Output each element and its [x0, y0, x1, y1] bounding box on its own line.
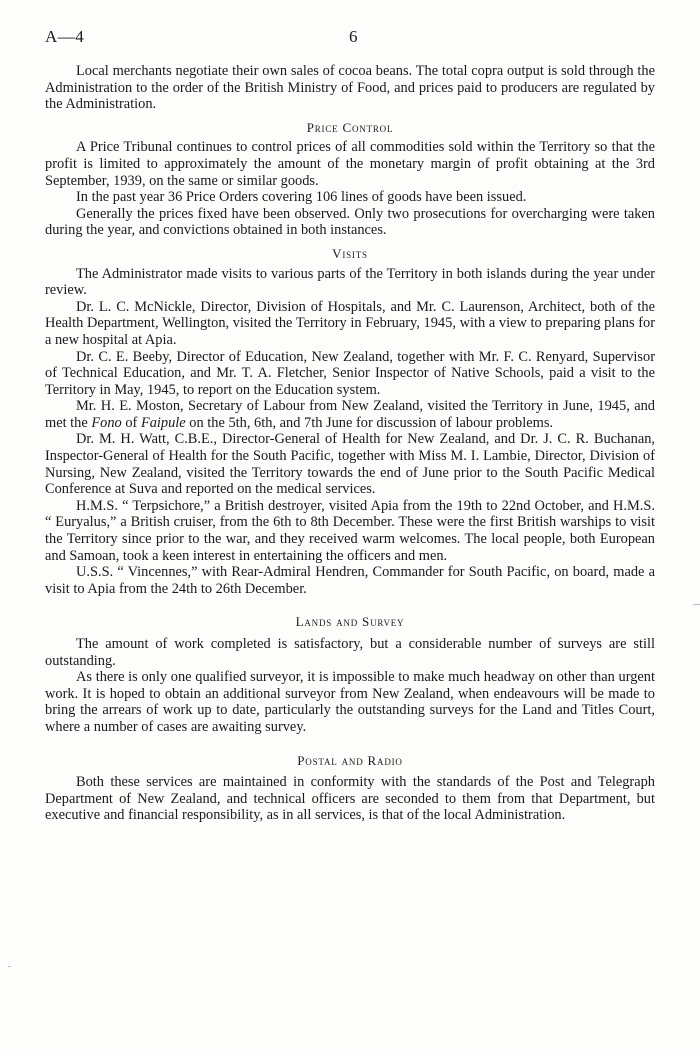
paragraph-price-orders: In the past year 36 Price Orders covering 106 lines of goods have been issued.: [76, 189, 527, 206]
paragraph-surveyor: As there is only one qualified surveyor, it is impossible to make much headway on other than urgent work. It is hoped to obtain an additional surveyor from New Zealand, when endeavours will be made to bring the arrears of work up to date, particularly the outstanding surveys for the Land and Titles Court, where a number of cases are awaiting survey.: [45, 669, 655, 735]
document-body: [45, 63, 655, 824]
paragraph-warships: H.M.S. “ Terpsichore,” a British destroyer, visited Apia from the 19th to 22nd October, and H.M.S. “ Euryalus,” a British cruiser, from the 6th to 8th December. These were the first British warships to visit the Territory since prior to the war, and they received warm welcomes. The local people, both European and Samoan, took a keen interest in entertaining the officers and men.: [45, 497, 655, 564]
labour-visit-text-a: Mr. H. E. Moston, Secretary of Labour from New Zealand, visited the Territory in June, 1945, and met the: [45, 398, 655, 431]
paragraph-price-tribunal: A Price Tribunal continues to control prices of all commodities sold within the Territory so that the profit is limited to approximately the amount of the monetary margin of profit obtaining at the 3rd September, 1939, on the same or similar goods.: [45, 139, 655, 189]
document-reference: A—4: [45, 27, 85, 46]
paragraph-vincennes: U.S.S. “ Vincennes,” with Rear-Admiral Hendren, Commander for South Pacific, on board, made a visit to Apia from the 24th to 26th December.: [45, 564, 655, 597]
paragraph-hospital-visit: Dr. L. C. McNickle, Director, Division of Hospitals, and Mr. C. Laurenson, Architect, both of the Health Department, Wellington, visited the Territory in February, 1945, with a view to preparing plans for a new hospital at Apia.: [45, 298, 655, 348]
paragraph-health-visit: Dr. M. H. Watt, C.B.E., Director-General of Health for New Zealand, and Dr. J. C. R. Buchanan, Inspector-General of Health for the South Pacific, together with Miss M. I. Lambie, Director, Division of Nursing, New Zealand, visited the Territory towards the end of June prior to the South Pacific Medical Conference at Suva and reported on the medical services.: [45, 431, 655, 498]
paragraph-labour-visit: [45, 398, 655, 431]
term-fono: Fono: [91, 414, 122, 431]
paragraph-education-visit: Dr. C. E. Beeby, Director of Education, New Zealand, together with Mr. F. C. Renyard, Supervisor of Technical Education, and Mr. T. A. Fletcher, Senior Inspector of Native Schools, paid a visit to the Territory in May, 1945, to report on the Education system.: [45, 348, 655, 398]
paragraph-surveys: The amount of work completed is satisfactory, but a considerable number of surveys are still outstanding.: [45, 636, 655, 669]
paragraph-cocoa: Local merchants negotiate their own sales of cocoa beans. The total copra output is sold through the Administration to the order of the British Ministry of Food, and prices paid to producers are regulated by the Administration.: [45, 63, 655, 113]
labour-visit-text-b: on the 5th, 6th, and 7th June for discussion of labour problems.: [185, 414, 554, 431]
margin-mark-left: [8, 966, 11, 967]
term-faipule: Faipule: [140, 414, 186, 431]
paragraph-administrator-visits: The Administrator made visits to various parts of the Territory in both islands during the year under review.: [45, 265, 655, 299]
heading-price-control: Price Control: [306, 119, 394, 135]
paragraph-postal: Both these services are maintained in conformity with the standards of the Post and Telegraph Department of New Zealand, and technical officers are seconded to them from that Department, but executive and financial responsibility, as in all services, is that of the local Administration.: [45, 774, 655, 824]
heading-postal-radio: Postal and Radio: [297, 752, 403, 768]
labour-visit-of: of: [121, 414, 141, 431]
margin-mark-right: [693, 604, 700, 605]
heading-visits: Visits: [332, 245, 368, 261]
page-number: 6: [349, 27, 358, 46]
paragraph-prosecutions: Generally the prices fixed have been observed. Only two prosecutions for overcharging were taken during the year, and convictions obtained in both instances.: [45, 205, 655, 239]
heading-lands-survey: Lands and Survey: [295, 614, 405, 630]
